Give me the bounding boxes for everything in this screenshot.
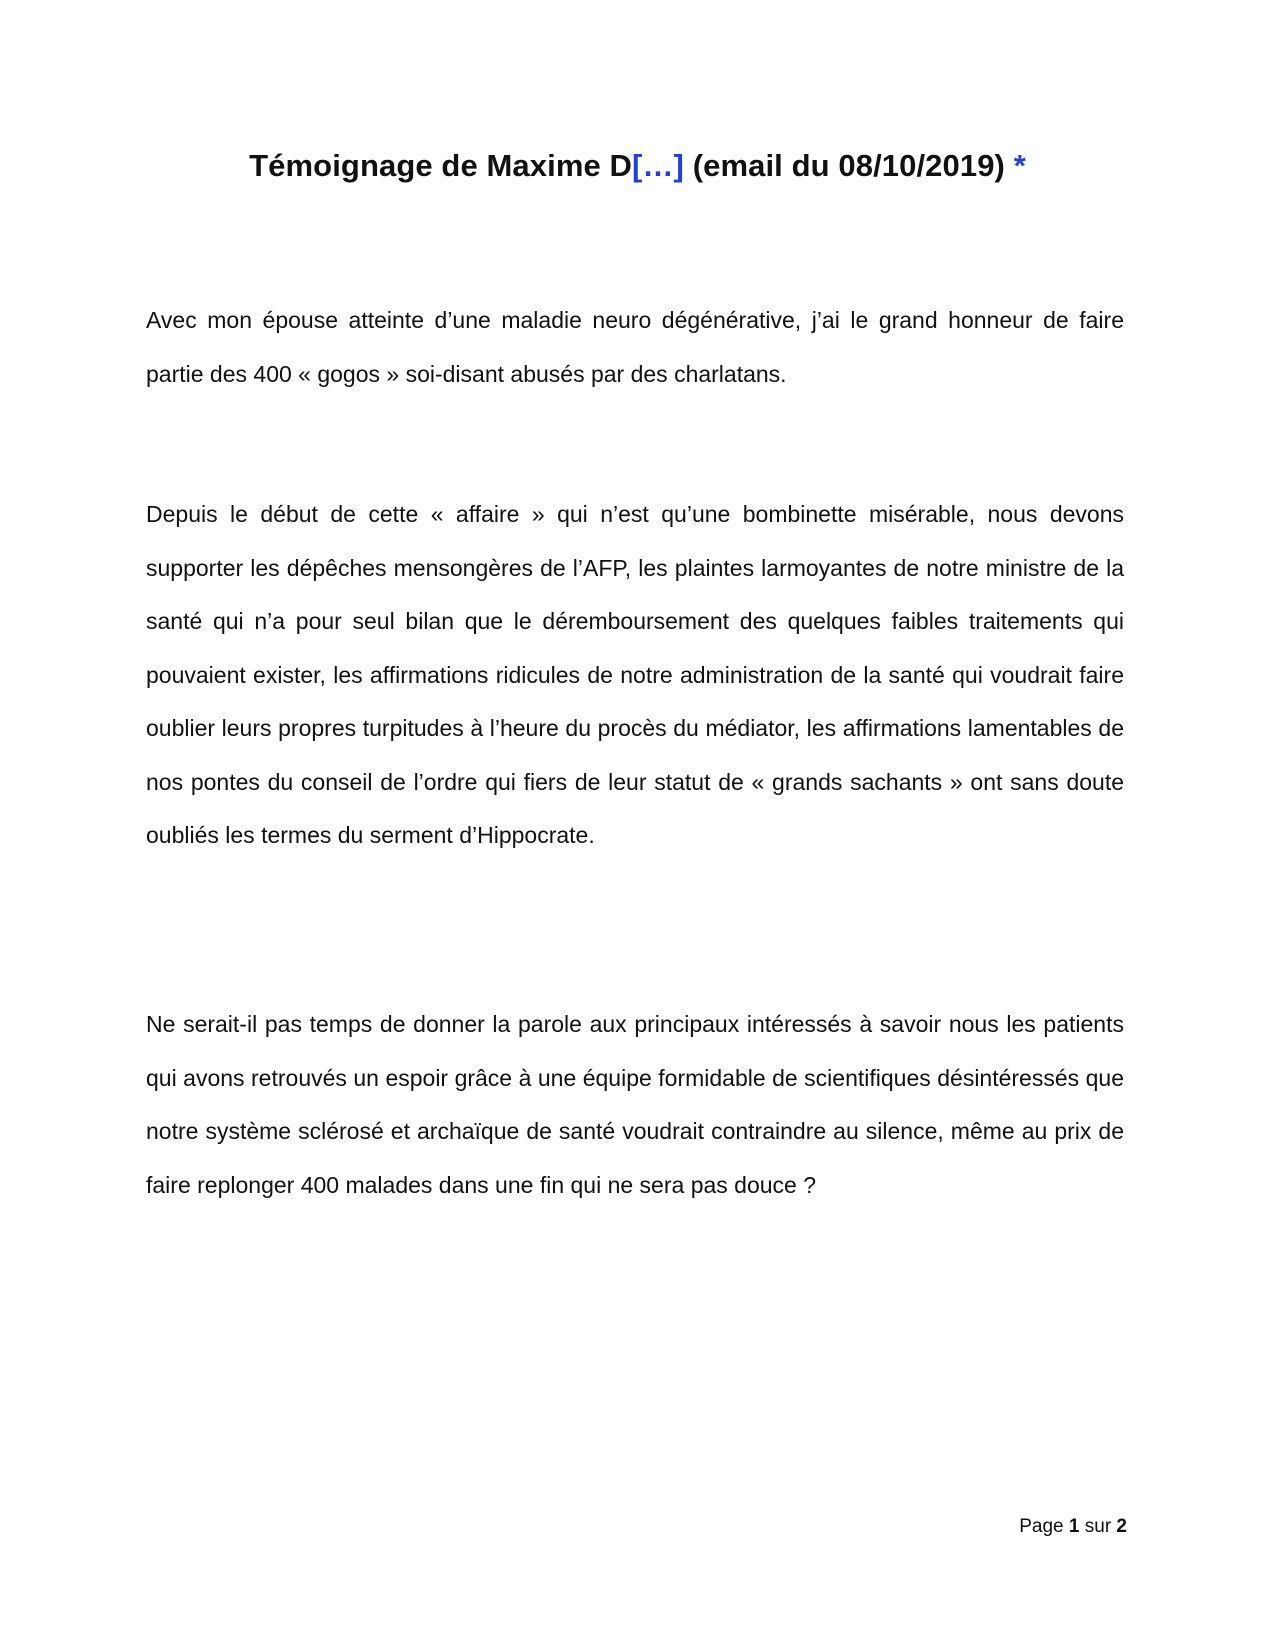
title-asterisk-footnote: *: [1013, 148, 1026, 183]
paragraph-1: Avec mon épouse atteinte d’une maladie neuro dégénérative, j’ai le grand honneur de faire partie des 400 « gogos » soi-disant abusés par des charlatans.: [146, 307, 1124, 387]
footer-sur-word: sur: [1079, 1516, 1117, 1537]
document-title: [0, 146, 1275, 186]
paragraph-3: Ne serait-il pas temps de donner la parole aux principaux intéressés à savoir nous les patients qui avons retrouvés un espoir grâce à une équipe formidable de scientifiques désintéressés que notre système sclérosé et archaïque de santé voudrait contraindre au silence, même au prix de faire replonger 400 malades dans une fin qui ne sera pas douce ?: [146, 1011, 1124, 1198]
page-number-footer: [1019, 1515, 1127, 1539]
footer-current-page: 1: [1068, 1516, 1080, 1537]
title-suffix: (email du 08/10/2019): [683, 148, 1014, 183]
paragraph-2: Depuis le début de cette « affaire » qui n’est qu’une bombinette misérable, nous devons supporter les dépêches mensongères de l’AFP, les plaintes larmoyantes de notre ministre de la santé qui n’a pour seul bilan que le déremboursement des quelques faibles traitements qui pouvaient exister, les affirmations ridicules de notre administration de la santé qui voudrait faire oublier leurs propres turpitudes à l’heure du procès du médiator, les affirmations lamentables de nos pontes du conseil de l’ordre qui fiers de leur statut de « grands sachants » ont sans doute oubliés les termes du serment d’Hippocrate.: [146, 501, 1124, 848]
title-prefix: Témoignage de Maxime D: [249, 148, 633, 183]
title-redacted-marker: […]: [632, 148, 684, 183]
footer-page-word: Page: [1019, 1516, 1069, 1537]
footer-total-pages: 2: [1116, 1516, 1127, 1537]
